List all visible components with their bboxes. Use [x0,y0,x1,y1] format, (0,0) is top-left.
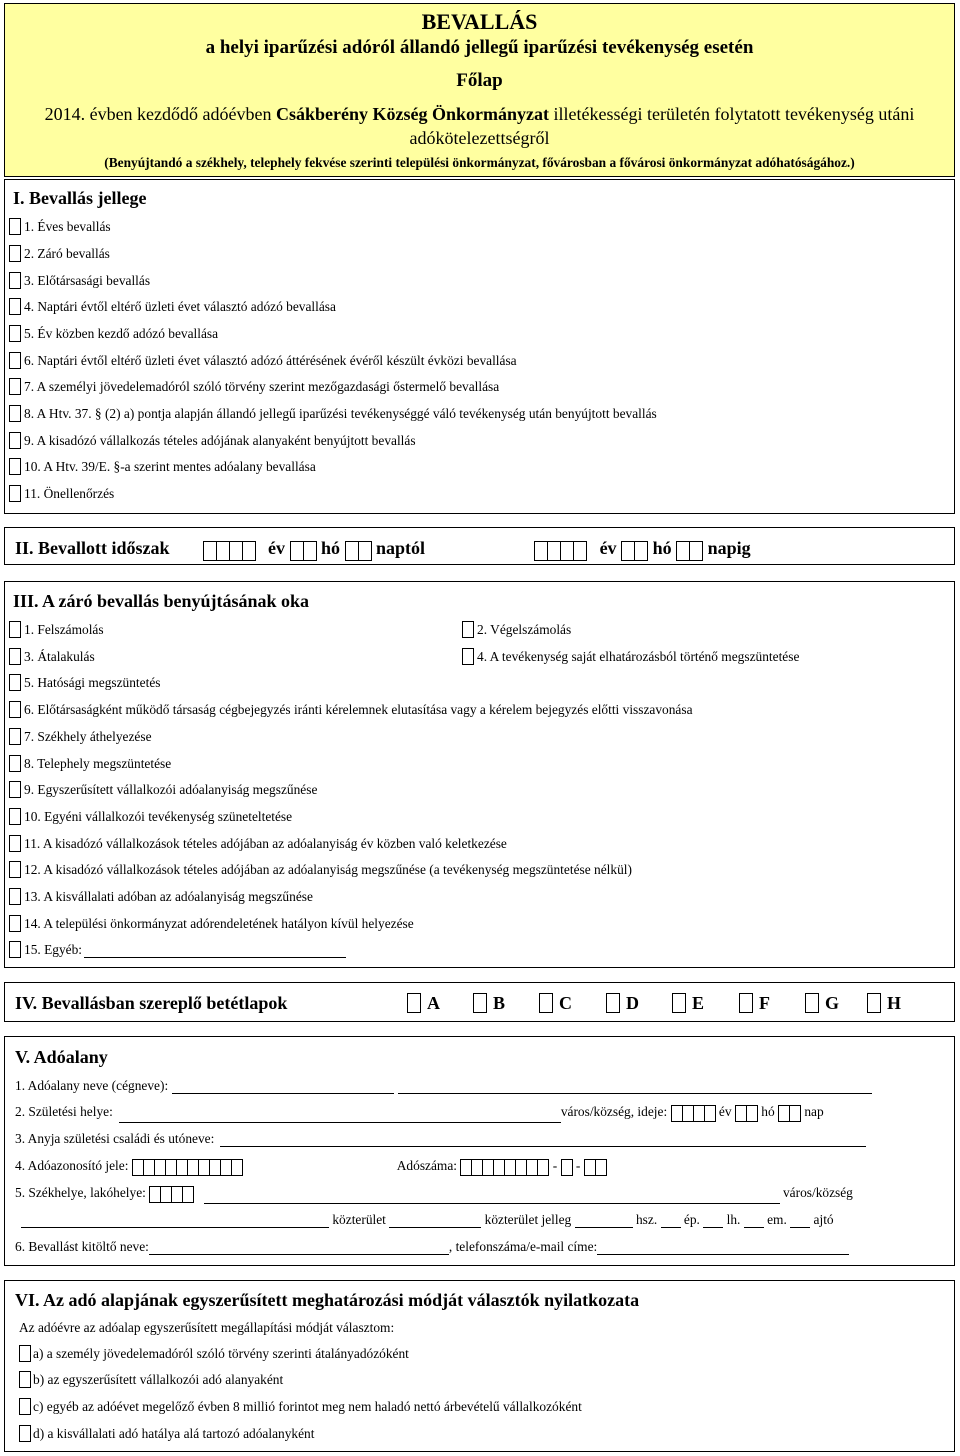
staircase-input[interactable] [703,1214,723,1228]
section-1-title: I. Bevallás jellege [13,188,147,208]
sheet-g[interactable] [805,993,839,1014]
declaration-type-label-4: 4. Naptári évtől eltérő üzleti évet választó adózó bevallása [24,299,336,314]
sheet-h[interactable] [867,993,901,1014]
closing-reason-checkbox-3[interactable] [9,648,21,665]
tax-id-boxes[interactable] [132,1159,243,1177]
street-type-label: közterület jelleg [484,1212,572,1227]
declaration-type-label-5: 5. Év közben kezdő adózó bevallása [24,326,219,341]
birth-month-boxes[interactable] [735,1105,758,1123]
sheet-e-label: E [692,993,705,1013]
municipality-name: Csákberény Község Önkormányzat [276,104,550,124]
section-6-title: VI. Az adó alapjának egyszerűsített meghatározási módját választók nyilatkozata [15,1290,640,1310]
year-suffix: illetékességi területén folytatott tevékenység utáni [549,104,915,124]
building-label: ép. [683,1212,700,1227]
taxpayer-name-line-2[interactable] [398,1080,872,1094]
door-label: ajtó [813,1212,834,1227]
closing-reason-label-3: 3. Átalakulás [24,649,95,664]
form-submission-note: (Benyújtandó a székhely, telephely fekvése szerinti települési önkormányzat, fővárosban a fővárosi önkormányzat adóhatóságához.) [104,155,855,170]
section-2-title: II. Bevallott időszak [15,538,170,558]
filler-row [15,1239,849,1255]
sheet-a[interactable] [407,993,440,1014]
tax-number-boxes-3[interactable] [584,1159,607,1177]
birth-year-label: év [718,1104,732,1119]
sheet-f-label: F [759,993,770,1013]
simplified-label-c: c) egyéb az adóévet megelőző évben 8 millió forintot meg nem haladó nettó árbevételű vállalkozóként [33,1399,582,1414]
seat-city-label: város/község [782,1185,853,1200]
closing-reason-label-8: 8. Telephely megszüntetése [24,756,172,771]
floor-label: em. [767,1212,787,1227]
filler-phone-input[interactable] [597,1241,849,1255]
sheet-h-label: H [887,993,902,1013]
tax-number-boxes-1[interactable] [460,1159,549,1177]
closing-reason-label-4: 4. A tevékenység saját elhatározásból történő megszüntetése [477,649,800,664]
staircase-label: lh. [726,1212,741,1227]
closing-reason-label-2: 2. Végelszámolás [477,622,572,637]
period-to-year[interactable] [534,541,587,562]
sheet-f-checkbox[interactable] [739,993,753,1013]
seat-row [15,1185,853,1204]
closing-reason-checkbox-10[interactable] [9,808,21,825]
section-simplified-tax-base [4,1280,955,1452]
closing-reason-label-6: 6. Előtársaságként működő társaság cégbejegyzés iránti kérelemnek elutasítása vagy a kérelem bejegyzés előtti visszavonása [24,702,693,717]
period-to-month-label: hó [652,538,672,558]
declaration-type-label-8: 8. A Htv. 37. § (2) a) pontja alapján állandó jellegű iparűzési tevékenységgé váló tevékenység után benyújtott bevallás [24,406,657,421]
taxpayer-name-line-1[interactable] [172,1080,394,1094]
closing-reason-label-10: 10. Egyéni vállalkozói tevékenység szüneteltetése [24,809,293,824]
declaration-type-checkbox-11[interactable] [9,485,21,502]
year-prefix: 2014. évben kezdődő adóévben [44,104,277,124]
closing-reason-checkbox-13[interactable] [9,888,21,905]
sheet-e[interactable] [672,993,704,1014]
closing-reason-label-11: 11. A kisadózó vállalkozások tételes adójában az adóalanyiság év közben való keletkezése [24,836,507,851]
period-from-day-label: naptól [376,538,426,558]
simplified-checkbox-c[interactable] [19,1398,31,1415]
declaration-type-label-11: 11. Önellenőrzés [24,486,115,501]
house-number-input[interactable] [575,1214,633,1228]
filler-name-input[interactable] [149,1241,449,1255]
sheet-f[interactable] [739,993,770,1014]
declaration-type-checkbox-7[interactable] [9,378,21,395]
sheet-g-checkbox[interactable] [805,993,819,1013]
declaration-type-checkbox-3[interactable] [9,272,21,289]
street-input-b[interactable] [67,1214,329,1228]
period-from-month[interactable] [290,541,317,562]
sheet-c-label: C [559,993,572,1013]
sheet-b-label: B [493,993,506,1013]
postal-code-boxes[interactable] [149,1186,194,1204]
tax-number-dash-1: - [552,1158,558,1173]
birth-month-label: hó [761,1104,775,1119]
filler-name-label: 6. Bevallást kitöltő neve: [15,1239,149,1254]
closing-reason-checkbox-15[interactable] [9,941,21,958]
birth-year-boxes[interactable] [671,1105,716,1123]
declaration-type-checkbox-2[interactable] [9,245,21,262]
declaration-type-checkbox-6[interactable] [9,352,21,369]
street-input-a[interactable] [21,1214,67,1228]
sheet-g-label: G [825,993,840,1013]
declaration-type-label-10: 10. A Htv. 39/E. §-a szerint mentes adóalany bevallása [24,459,316,474]
closing-reason-checkbox-1[interactable] [9,621,21,638]
closing-reason-other-line[interactable] [84,944,346,958]
declaration-type-label-9: 9. A kisadózó vállalkozás tételes adójának alanyaként benyújtott bevallás [24,433,416,448]
sheet-a-checkbox[interactable] [407,993,421,1013]
closing-reason-label-7: 7. Székhely áthelyezése [24,729,152,744]
tax-id-row [15,1158,607,1177]
floor-input[interactable] [744,1214,764,1228]
period-to-day-label: napig [707,538,751,558]
birth-city-label: város/község, ideje: [560,1104,668,1119]
section-5-title: V. Adóalany [15,1047,108,1067]
mother-name-row [15,1131,866,1147]
closing-reason-other-label: 15. Egyéb: [24,942,83,957]
birth-day-label: nap [804,1104,824,1119]
declaration-type-label-6: 6. Naptári évtől eltérő üzleti évet választó adózó áttérésének évéről készült évközi bevallása [24,353,517,368]
form-subtitle: a helyi iparűzési adóról állandó jellegű iparűzési tevékenység esetén [205,37,754,58]
section-4-title: IV. Bevallásban szereplő betétlapok [15,993,288,1013]
section-closing-reason [4,581,955,968]
sheet-c-checkbox[interactable] [539,993,553,1013]
form-header [4,3,955,177]
declaration-type-checkbox-4[interactable] [9,298,21,315]
section-taxpayer [4,1036,955,1266]
closing-reason-checkbox-6[interactable] [9,701,21,718]
sheet-d[interactable] [606,993,639,1014]
birth-row [15,1104,824,1123]
birth-place-label: 2. Születési helye: [15,1104,113,1119]
closing-reason-label-13: 13. A kisvállalati adóban az adóalanyiság megszűnése [24,889,313,904]
seat-label: 5. Székhelye, lakóhelye: [15,1185,146,1200]
closing-reason-label-1: 1. Felszámolás [24,622,104,637]
birth-place-input[interactable] [119,1109,561,1123]
declaration-type-label-7: 7. A személyi jövedelemadóról szóló törvény szerint mezőgazdasági őstermelő bevallása [24,379,500,394]
period-row [15,538,751,562]
period-from-month-label: hó [321,538,341,558]
tax-number-box-2[interactable] [561,1159,573,1177]
taxpayer-name-label: 1. Adóalany neve (cégneve): [15,1078,169,1093]
declaration-type-checkbox-1[interactable] [9,218,21,235]
declaration-type-checkbox-5[interactable] [9,325,21,342]
mother-name-label: 3. Anyja születési családi és utóneve: [15,1131,215,1146]
declaration-type-label-1: 1. Éves bevallás [24,219,111,234]
simplified-label-b: b) az egyszerűsített vállalkozói adó alanyaként [33,1372,284,1387]
closing-reason-label-5: 5. Hatósági megszüntetés [24,675,161,690]
period-to-year-label: év [599,538,617,558]
filler-phone-label: , telefonszáma/e-mail címe: [448,1239,598,1254]
closing-reason-checkbox-12[interactable] [9,861,21,878]
simplified-label-a: a) a személy jövedelemadóról szóló törvény szerinti átalányadózóként [33,1346,409,1361]
seat-city-input[interactable] [204,1190,780,1204]
closing-reason-label-15 [24,942,346,958]
section-3-title: III. A záró bevallás benyújtásának oka [13,591,310,611]
section-declaration-type [4,179,955,514]
closing-reason-label-12: 12. A kisadózó vállalkozások tételes adójában az adóalanyiság megszűnése (a tevékenység megszüntetése nélkül) [24,862,632,877]
period-to-day[interactable] [676,541,703,562]
sheet-a-label: A [427,993,440,1013]
street-type-input[interactable] [389,1214,481,1228]
simplified-checkbox-d[interactable] [19,1425,31,1442]
sheet-e-checkbox[interactable] [672,993,686,1013]
declaration-type-checkbox-8[interactable] [9,405,21,422]
simplified-label-d: d) a kisvállalati adó hatálya alá tartozó adóalanyként [33,1426,315,1441]
closing-reason-label-9: 9. Egyszerűsített vállalkozói adóalanyiság megszűnése [24,782,318,797]
form-obligation: adókötelezettségről [409,128,550,148]
period-from-year-label: év [268,538,286,558]
tax-number-label: Adószáma: [396,1158,458,1173]
building-input[interactable] [661,1214,681,1228]
closing-reason-checkbox-14[interactable] [9,915,21,932]
form-title: BEVALLÁS [421,9,538,34]
birth-day-boxes[interactable] [778,1105,801,1123]
closing-reason-checkbox-7[interactable] [9,728,21,745]
door-input[interactable] [790,1214,810,1228]
tax-number-dash-2: - [575,1158,581,1173]
simplified-intro: Az adóévre az adóalap egyszerűsített megállapítási módját választom: [19,1320,395,1335]
sheet-d-label: D [626,993,639,1013]
street-label: közterület [332,1212,386,1227]
closing-reason-checkbox-9[interactable] [9,781,21,798]
sheet-d-checkbox[interactable] [606,993,620,1013]
sheet-b[interactable] [473,993,505,1014]
closing-reason-checkbox-8[interactable] [9,755,21,772]
simplified-checkbox-b[interactable] [19,1371,31,1388]
declaration-type-label-3: 3. Előtársasági bevallás [24,273,151,288]
declaration-type-checkbox-10[interactable] [9,458,21,475]
tax-id-label: 4. Adóazonosító jele: [15,1158,129,1173]
form-main-sheet: Főlap [456,70,503,91]
closing-reason-checkbox-5[interactable] [9,674,21,691]
period-from-year[interactable] [203,541,256,562]
sheet-b-checkbox[interactable] [473,993,487,1013]
sheet-c[interactable] [539,993,572,1014]
closing-reason-label-14: 14. A települési önkormányzat adórendeletének hatályon kívül helyezése [24,916,414,931]
period-from-day[interactable] [345,541,372,562]
form-tax-year [5,103,954,125]
house-number-label: hsz. [635,1212,658,1227]
period-to-month[interactable] [621,541,648,562]
declaration-type-label-2: 2. Záró bevallás [24,246,110,261]
closing-reason-checkbox-4[interactable] [462,648,474,665]
closing-reason-checkbox-2[interactable] [462,621,474,638]
taxpayer-name-row [15,1078,872,1094]
mother-name-input[interactable] [220,1133,866,1147]
simplified-checkbox-a[interactable] [19,1345,31,1362]
sheet-h-checkbox[interactable] [867,993,881,1013]
closing-reason-checkbox-11[interactable] [9,835,21,852]
declaration-type-checkbox-9[interactable] [9,432,21,449]
address-row [15,1212,834,1228]
